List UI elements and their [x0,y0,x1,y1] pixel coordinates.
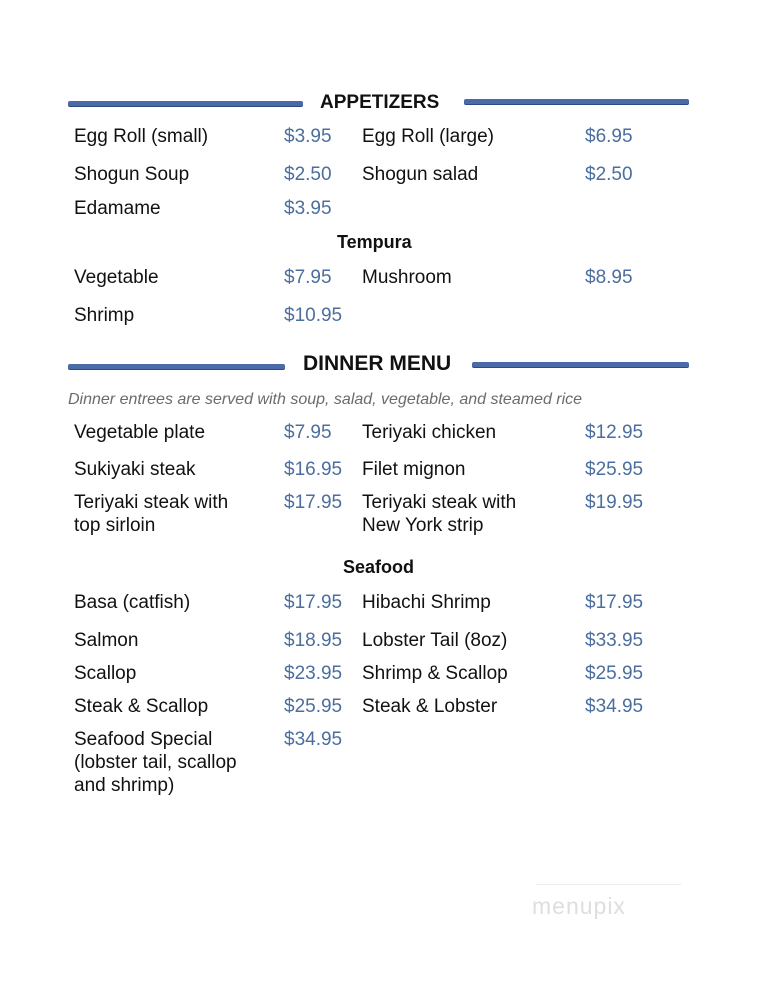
menu-item-line1: Seafood Special [74,729,213,750]
menu-item: Vegetable [74,267,159,288]
menu-price: $10.95 [284,305,343,326]
menu-price: $7.95 [284,267,332,288]
seafood-title: Seafood [343,557,415,577]
menu-item: Shrimp & Scallop [362,663,508,684]
menu-item-line3: and shrimp) [74,775,175,796]
menu-price: $12.95 [585,422,644,443]
dinner-note: Dinner entrees are served with soup, salad, vegetable, and steamed rice [68,391,583,408]
menu-price: $19.95 [585,492,644,513]
menu-price: $18.95 [284,630,343,651]
appetizers-right-rule [464,99,689,104]
appetizers-left-rule [68,101,303,106]
dinner-left-rule [68,364,285,369]
watermark-logo: menupix [532,893,626,919]
menu-item: Steak & Scallop [74,696,209,717]
menu-item: Mushroom [362,267,452,288]
menu-item: Basa (catfish) [74,592,191,613]
menu-item: Edamame [74,198,161,219]
menu-price: $17.95 [585,592,644,613]
dinner-right-rule [472,362,689,367]
menu-price: $33.95 [585,630,644,651]
menu-price: $23.95 [284,663,343,684]
menu-item: Egg Roll (small) [74,126,209,147]
dinner-title: DINNER MENU [303,352,452,375]
menu-item-line1: Teriyaki steak with [362,492,517,513]
menu-item: Lobster Tail (8oz) [362,630,508,651]
menu-price: $34.95 [284,729,343,750]
menu-price: $3.95 [284,126,332,147]
menu-item-line2: top sirloin [74,515,156,536]
menu-item: Egg Roll (large) [362,126,494,147]
menu-item: Hibachi Shrimp [362,592,491,613]
menu-price: $34.95 [585,696,644,717]
menu-item: Sukiyaki steak [74,459,196,480]
menu-price: $6.95 [585,126,633,147]
menu-price: $25.95 [284,696,343,717]
menu-price: $17.95 [284,592,343,613]
menu-item: Steak & Lobster [362,696,498,717]
menu-item-line2: New York strip [362,515,484,536]
menu-item-line1: Teriyaki steak with [74,492,229,513]
menu-item: Scallop [74,663,137,684]
appetizers-title: APPETIZERS [320,92,440,113]
menu-item: Filet mignon [362,459,466,480]
menu-price: $3.95 [284,198,332,219]
menu-price: $17.95 [284,492,343,513]
menu-price: $25.95 [585,459,644,480]
menu-price: $7.95 [284,422,332,443]
menu-price: $25.95 [585,663,644,684]
watermark-line [536,884,681,885]
menu-price: $2.50 [284,164,332,185]
menu-item: Salmon [74,630,139,651]
tempura-title: Tempura [337,232,412,252]
menu-price: $2.50 [585,164,633,185]
menu-item: Vegetable plate [74,422,206,443]
menu-item: Shogun Soup [74,164,190,185]
menu-item-line2: (lobster tail, scallop [74,752,237,773]
menu-item: Shrimp [74,305,135,326]
menu-price: $16.95 [284,459,343,480]
menu-price: $8.95 [585,267,633,288]
menu-item: Shogun salad [362,164,479,185]
menu-item: Teriyaki chicken [362,422,497,443]
